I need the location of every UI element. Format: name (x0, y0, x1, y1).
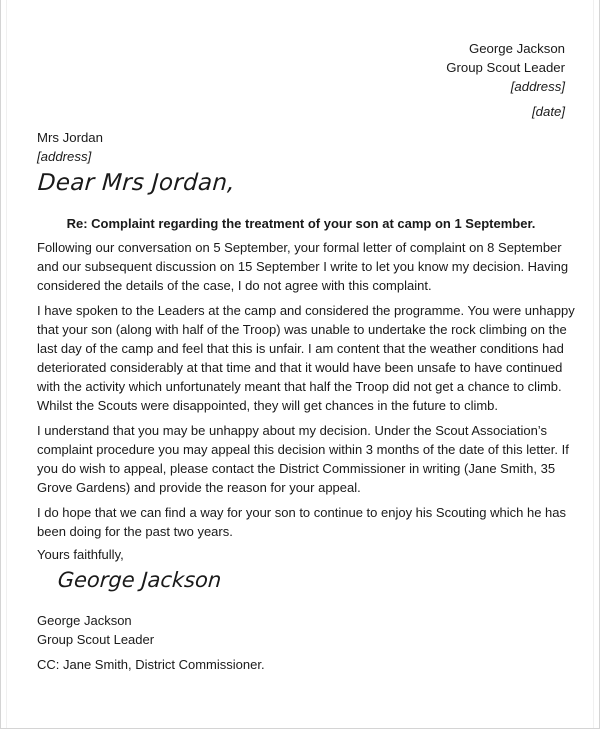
recipient-block (37, 128, 103, 166)
sender-block (446, 39, 565, 121)
body-paragraph: I understand that you may be unhappy about my decision. Under the Scout Association’s complaint procedure you may appeal this decision within 3 months of the date of this letter. If you do wish to appeal, please contact the District Commissioner in writing (Jane Smith, 35 Grove Gardens) and provide the reason for your appeal. (37, 423, 569, 495)
body-paragraph: I do hope that we can find a way for your son to continue to enjoy his Scouting which he has been doing for the past two years. (37, 505, 566, 539)
closing: Yours faithfully, (37, 547, 124, 562)
recipient-name: Mrs Jordan (37, 130, 103, 145)
sender-name: George Jackson (468, 41, 565, 56)
signatory-name: George Jackson (37, 613, 132, 628)
sender-address: [address] (510, 79, 565, 94)
recipient-address: [address] (37, 149, 92, 164)
letter-date: [date] (532, 104, 565, 119)
subject-line: Re: Complaint regarding the treatment of your son at camp on 1 September. (66, 216, 536, 231)
sender-title: Group Scout Leader (446, 60, 565, 75)
handwritten-signature: George Jackson (57, 568, 223, 592)
signatory-block (37, 611, 154, 649)
cc-line: CC: Jane Smith, District Commissioner. (37, 657, 265, 672)
letter-body (37, 238, 577, 547)
salutation: Dear Mrs Jordan, (37, 170, 236, 196)
body-paragraph: I have spoken to the Leaders at the camp and considered the programme. You were unhappy that your son (along with half of the Troop) was unable to undertake the rock climbing on the last day of the camp and feel that this is unfair. I am content that the weather conditions had deteriorated considerably at that time and that it would have been unsafe to have continued with the activity which unfortunately meant that half the Troop did not get a chance to climb. Whilst the Scouts were disappointed, they will get chances in the future to climb. (37, 303, 575, 413)
page-edge-right (593, 0, 594, 728)
signatory-title: Group Scout Leader (37, 632, 155, 647)
body-paragraph: Following our conversation on 5 September, your formal letter of complaint on 8 September and our subsequent discussion on 15 September I write to let you know my decision. Having considered the details of the case, I do not agree with this complaint. (37, 240, 569, 293)
page-edge-left (6, 0, 7, 728)
